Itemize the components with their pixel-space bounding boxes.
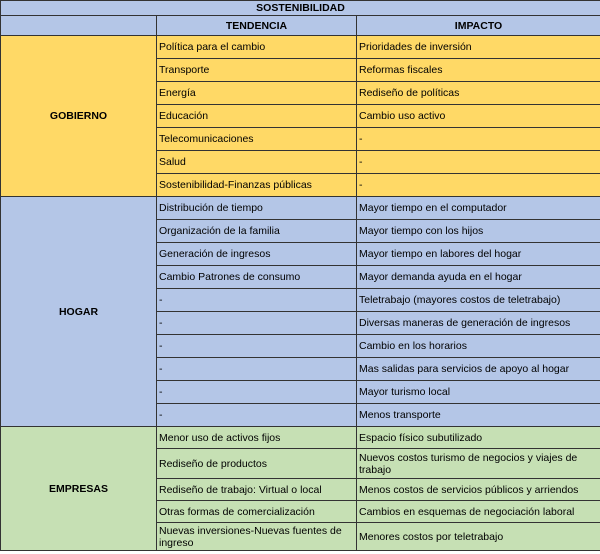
impacto-cell: Prioridades de inversión [357,36,600,59]
impacto-cell: Reformas fiscales [357,59,600,82]
tendencia-cell: Transporte [157,59,357,82]
tendencia-cell: Nuevas inversiones-Nuevas fuentes de ingreso [157,523,357,551]
impacto-cell: Nuevos costos turismo de negocios y viajes de trabajo [357,449,600,479]
impacto-cell: Mas salidas para servicios de apoyo al hogar [357,358,600,381]
tendencia-cell: Educación [157,105,357,128]
tendencia-cell: - [157,381,357,404]
tendencia-cell: - [157,312,357,335]
impacto-cell: - [357,128,600,151]
table-row [1,36,600,59]
tendencia-cell: Salud [157,151,357,174]
impacto-cell: Mayor turismo local [357,381,600,404]
table-row [1,427,600,449]
impacto-cell: Espacio físico subutilizado [357,427,600,449]
impacto-cell: Mayor tiempo en el computador [357,197,600,220]
sector-empresas: EMPRESAS [1,427,157,551]
tendencia-cell: Menor uso de activos fijos [157,427,357,449]
table-title: SOSTENIBILIDAD [1,1,600,16]
tendencia-cell: Otras formas de comercialización [157,501,357,523]
tendencia-cell: Cambio Patrones de consumo [157,266,357,289]
header-tendencia: TENDENCIA [157,16,357,36]
tendencia-cell: Rediseño de trabajo: Virtual o local [157,479,357,501]
tendencia-cell: Energía [157,82,357,105]
table-row [1,197,600,220]
tendencia-cell: Generación de ingresos [157,243,357,266]
corner-cell [1,16,157,36]
tendencia-cell: Telecomunicaciones [157,128,357,151]
impacto-cell: Cambio en los horarios [357,335,600,358]
impacto-cell: Rediseño de políticas [357,82,600,105]
impacto-cell: Cambios en esquemas de negociación laboral [357,501,600,523]
tendencia-cell: Organización de la familia [157,220,357,243]
sector-hogar: HOGAR [1,197,157,427]
header-impacto: IMPACTO [357,16,600,36]
impacto-cell: - [357,151,600,174]
tendencia-cell: - [157,404,357,427]
impacto-cell: Mayor demanda ayuda en el hogar [357,266,600,289]
title-row [1,1,600,16]
tendencia-cell: - [157,335,357,358]
tendencia-cell: - [157,358,357,381]
tendencia-cell: Política para el cambio [157,36,357,59]
impacto-cell: Cambio uso activo [357,105,600,128]
tendencia-cell: Sostenibilidad-Finanzas públicas [157,174,357,197]
sector-gobierno: GOBIERNO [1,36,157,197]
impacto-cell: Menores costos por teletrabajo [357,523,600,551]
tendencia-cell: Rediseño de productos [157,449,357,479]
impacto-cell: Menos costos de servicios públicos y arriendos [357,479,600,501]
tendencia-cell: Distribución de tiempo [157,197,357,220]
header-row [1,16,600,36]
impacto-cell: - [357,174,600,197]
impacto-cell: Mayor tiempo con los hijos [357,220,600,243]
impacto-cell: Mayor tiempo en labores del hogar [357,243,600,266]
tendencia-cell: - [157,289,357,312]
impacto-cell: Teletrabajo (mayores costos de teletrabajo) [357,289,600,312]
impacto-cell: Menos transporte [357,404,600,427]
impacto-cell: Diversas maneras de generación de ingresos [357,312,600,335]
